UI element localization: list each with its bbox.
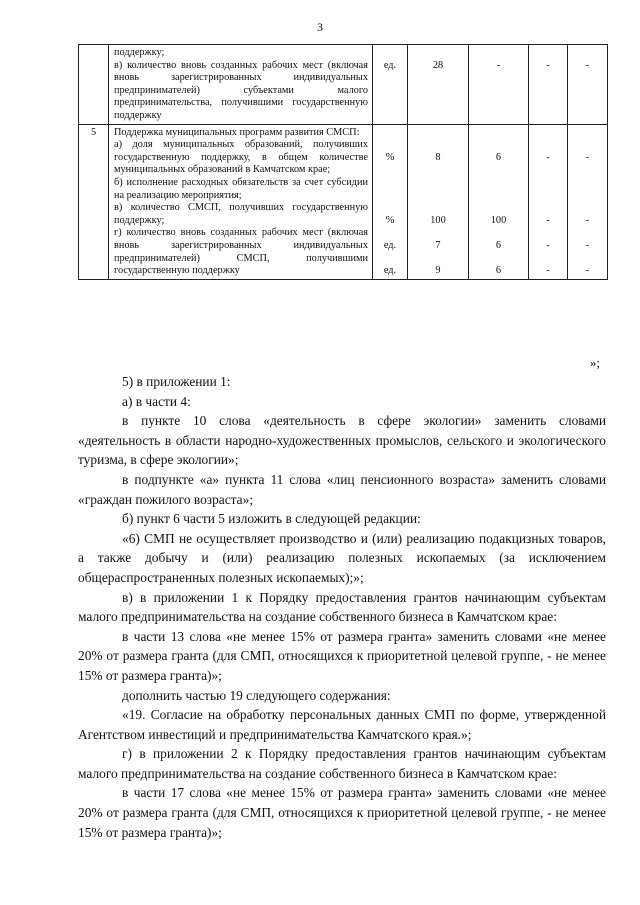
table-cell-value <box>568 124 608 279</box>
table-row <box>79 45 608 125</box>
indicator-value: - <box>585 151 590 163</box>
table-cell-number <box>79 45 109 125</box>
paragraph: б) пункт 6 части 5 изложить в следующей редакции: <box>122 511 421 527</box>
indicator-unit: % <box>385 151 395 163</box>
closing-quote: »; <box>589 355 600 370</box>
indicator-text: в) количество вновь созданных рабочих мест (включая вновь зарегистрированных индивидуальных предпринимателей) субъектами малого предпринимательства, получившими государственную поддержку <box>114 59 368 121</box>
indicator-value: - <box>546 264 550 276</box>
table-cell-value <box>529 45 568 125</box>
paragraph: в подпункте «а» пункта 11 слова «лиц пенсионного возраста» заменить словами «граждан пожилого возраста»; <box>78 471 606 507</box>
indicator-value: - <box>585 214 590 226</box>
table-cell-value <box>529 124 568 279</box>
document-body <box>78 372 606 842</box>
table-cell-value <box>469 45 529 125</box>
indicator-value: 6 <box>495 239 502 251</box>
paragraph: дополнить частью 19 следующего содержания: <box>122 687 391 703</box>
row-title: Поддержка муниципальных программ развития СМСП: <box>114 126 360 138</box>
indicator-value: 9 <box>435 264 441 276</box>
table-cell-unit <box>373 45 408 125</box>
table-cell-number: 5 <box>79 124 109 279</box>
indicator-text: г) количество вновь созданных рабочих мест (включая вновь зарегистрированных индивидуальных предпринимателей) СМСП, получившими государственную поддержку <box>114 227 368 277</box>
paragraph: в части 13 слова «не менее 15% от размера гранта» заменить словами «не менее 20% от размера гранта (для СМП, относящихся к приоритетной целевой группе, - не менее 15% от размера гранта)»; <box>78 628 606 683</box>
page-number: 3 <box>317 20 323 34</box>
indicator-value: 28 <box>432 60 444 71</box>
row-text-fragment: поддержку; <box>114 47 165 58</box>
indicator-unit: % <box>385 214 395 226</box>
table-cell-value <box>469 124 529 279</box>
indicator-value: - <box>585 264 590 276</box>
indicator-value: 8 <box>435 151 441 163</box>
paragraph: 5) в приложении 1: <box>122 374 231 389</box>
paragraph: в части 17 слова «не менее 15% от размера гранта» заменить словами «не менее 20% от размера гранта (для СМП, относящихся к приоритетной целевой группе, - не менее 15% от размера гранта)»; <box>78 785 606 840</box>
indicator-text: б) исполнение расходных обязательств за счет субсидии на реализацию мероприятия; <box>114 176 368 201</box>
indicator-value: 7 <box>435 239 441 251</box>
indicator-value: - <box>585 239 590 251</box>
indicator-value: - <box>546 60 550 71</box>
indicator-value: 6 <box>495 264 502 276</box>
indicators-table <box>78 44 608 280</box>
table-cell-unit <box>373 124 408 279</box>
indicator-unit: ед. <box>383 60 397 71</box>
indicator-unit: ед. <box>383 239 397 251</box>
table-row <box>79 124 608 279</box>
indicator-unit: ед. <box>383 264 397 276</box>
indicator-value: - <box>546 239 550 251</box>
table-cell-description <box>109 45 373 125</box>
paragraph: «6) СМП не осуществляет производство и (или) реализацию подакцизных товаров, а также добычу и (или) реализацию полезных ископаемых (за исключением общераспространенных полезных ископаемых);»; <box>78 530 606 585</box>
indicator-value: - <box>496 60 501 71</box>
table-cell-value <box>408 124 469 279</box>
indicator-value: - <box>546 214 550 226</box>
indicator-value: - <box>585 60 590 71</box>
indicator-text: а) доля муниципальных образований, получивших государственную поддержку, в общем количестве муниципальных образований в Камчатском крае; <box>114 139 368 176</box>
table-cell-description <box>109 124 373 279</box>
table-cell-value <box>568 45 608 125</box>
table-cell-value <box>408 45 469 125</box>
indicator-text: в) количество СМСП, получивших государственную поддержку; <box>114 202 368 226</box>
paragraph: в пункте 10 слова «деятельность в сфере экологии» заменить словами «деятельность в области народно-художественных промыслов, сельского и экологического туризма, в сфере экологии»; <box>78 413 606 468</box>
paragraph: г) в приложении 2 к Порядку предоставления грантов начинающим субъектам малого предпринимательства на создание собственного бизнеса в Камчатском крае: <box>78 746 606 781</box>
indicator-value: 100 <box>430 214 446 226</box>
paragraph: а) в части 4: <box>122 393 191 409</box>
paragraph: в) в приложении 1 к Порядку предоставления грантов начинающим субъектам малого предпринимательства на создание собственного бизнеса в Камчатском крае: <box>78 589 606 625</box>
indicator-value: - <box>546 151 550 163</box>
indicator-value: 6 <box>495 151 502 163</box>
paragraph: «19. Согласие на обработку персональных данных СМП по форме, утвержденной Агентством инвестиций и предпринимательства Камчатского края.»; <box>78 707 606 742</box>
indicator-value: 100 <box>490 214 507 226</box>
